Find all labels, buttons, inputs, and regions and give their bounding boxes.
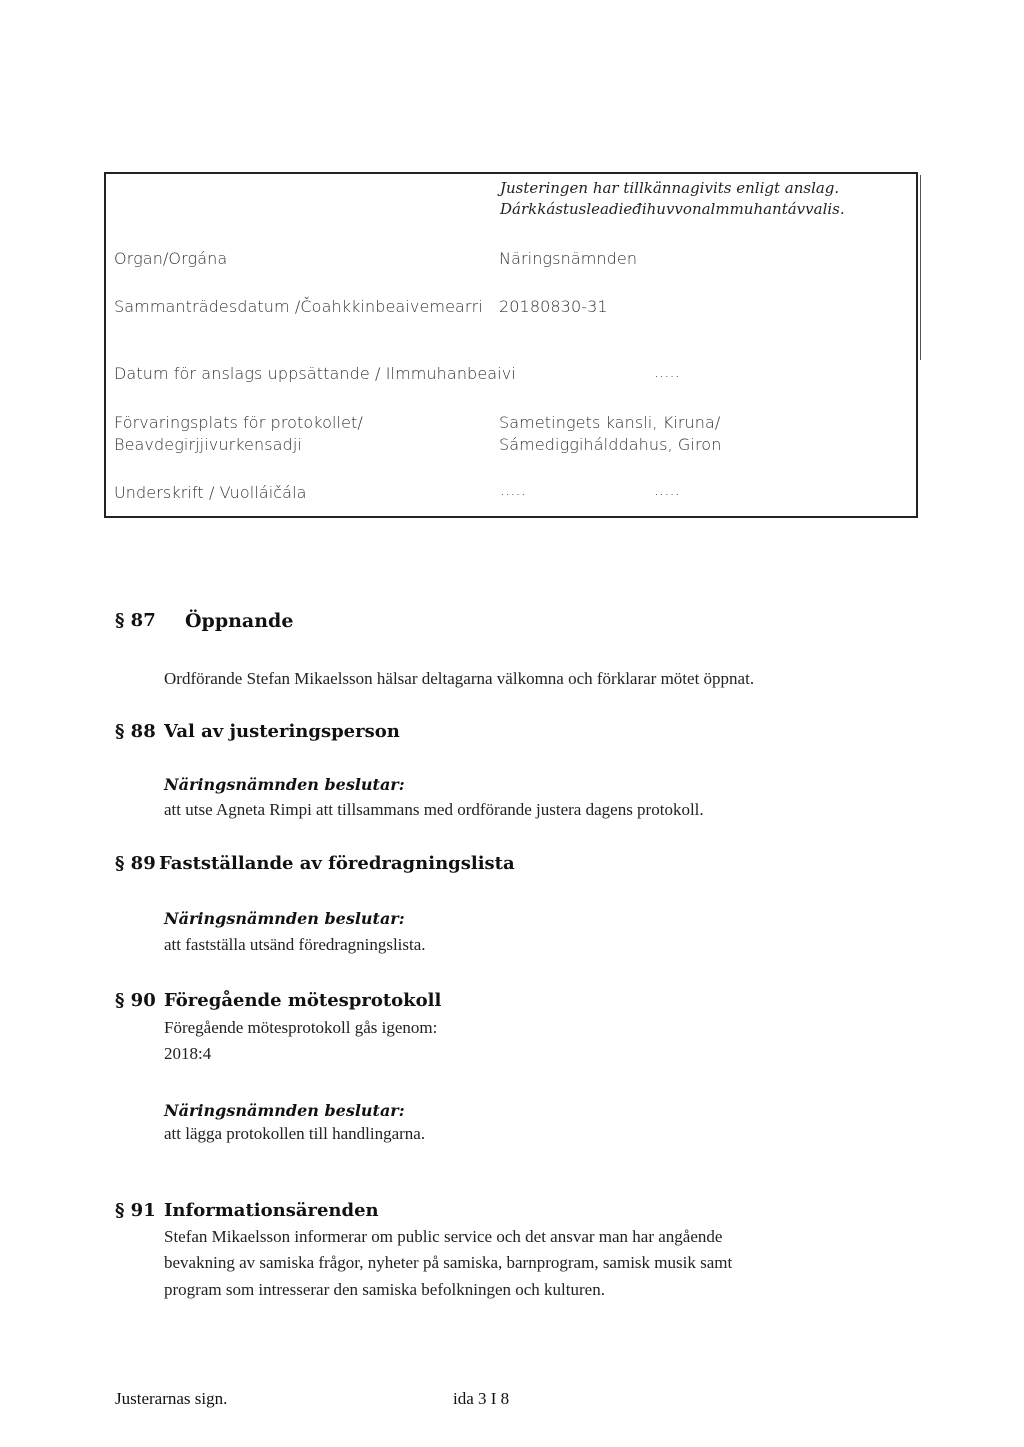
signature-value-b: .....	[654, 480, 680, 499]
section-88-number: § 88	[115, 721, 156, 742]
signature-value-a: .....	[500, 480, 526, 499]
section-88-decision-label: Näringsnämnden beslutar:	[164, 775, 405, 794]
section-91-title: Informationsärenden	[164, 1200, 379, 1221]
notice-line-1: Justeringen har tillkännagivits enligt anslag.	[500, 179, 840, 197]
signature-label: Underskrift / Vuolláičála	[114, 483, 307, 502]
section-87-number: § 87	[115, 610, 156, 631]
posting-date-label: Datum för anslags uppsättande / Ilmmuhanbeaivi	[114, 364, 516, 383]
section-87-text: Ordförande Stefan Mikaelsson hälsar deltagarna välkomna och förklarar mötet öppnat.	[164, 669, 755, 688]
posting-date-value: .....	[654, 362, 680, 381]
section-90-decision-text: att lägga protokollen till handlingarna.	[164, 1124, 426, 1143]
footer-page-number: ida 3 I 8	[453, 1389, 510, 1408]
section-89-decision-text: att fastställa utsänd föredragningslista.	[164, 935, 426, 954]
section-90-intro-2: 2018:4	[164, 1044, 212, 1063]
organ-label: Organ/Orgána	[114, 249, 228, 268]
box-right-edge	[920, 175, 921, 360]
attestation-box	[104, 172, 918, 518]
meeting-date-value: 20180830-31	[499, 297, 608, 316]
section-91-line-2: bevakning av samiska frågor, nyheter på samiska, barnprogram, samisk musik samt	[164, 1253, 733, 1272]
section-89-title: Fastställande av föredragningslista	[159, 853, 515, 874]
storage-label-1: Förvaringsplats för protokollet/	[114, 413, 363, 432]
section-90-decision-label: Näringsnämnden beslutar:	[164, 1101, 405, 1120]
section-91-number: § 91	[115, 1200, 156, 1221]
storage-label-2: Beavdegirjjivurkensadji	[114, 435, 302, 454]
section-88-decision-text: att utse Agneta Rimpi att tillsammans med ordförande justera dagens protokoll.	[164, 800, 704, 819]
section-90-title: Föregående mötesprotokoll	[164, 990, 442, 1011]
footer-sign-label: Justerarnas sign.	[115, 1389, 228, 1408]
section-91-line-3: program som intresserar den samiska befolkningen och kulturen.	[164, 1280, 605, 1299]
section-87-title: Öppnande	[185, 610, 294, 632]
section-88-title: Val av justeringsperson	[164, 721, 400, 742]
section-89-decision-label: Näringsnämnden beslutar:	[164, 909, 405, 928]
storage-value-2: Sámediggihálddahus, Giron	[499, 435, 722, 454]
storage-value-1: Sametingets kansli, Kiruna/	[499, 413, 721, 432]
section-90-number: § 90	[115, 990, 156, 1011]
section-89-number: § 89	[115, 853, 156, 874]
notice-line-2: Dárkkástusleadieđihuvvonalmmuhantávvalis.	[500, 200, 845, 218]
section-90-intro-1: Föregående mötesprotokoll gås igenom:	[164, 1018, 438, 1037]
section-91-line-1: Stefan Mikaelsson informerar om public service och det ansvar man har angående	[164, 1227, 723, 1246]
organ-value: Näringsnämnden	[499, 249, 638, 268]
meeting-date-label: Sammanträdesdatum /Čoahkkinbeaivemearri	[114, 297, 483, 316]
